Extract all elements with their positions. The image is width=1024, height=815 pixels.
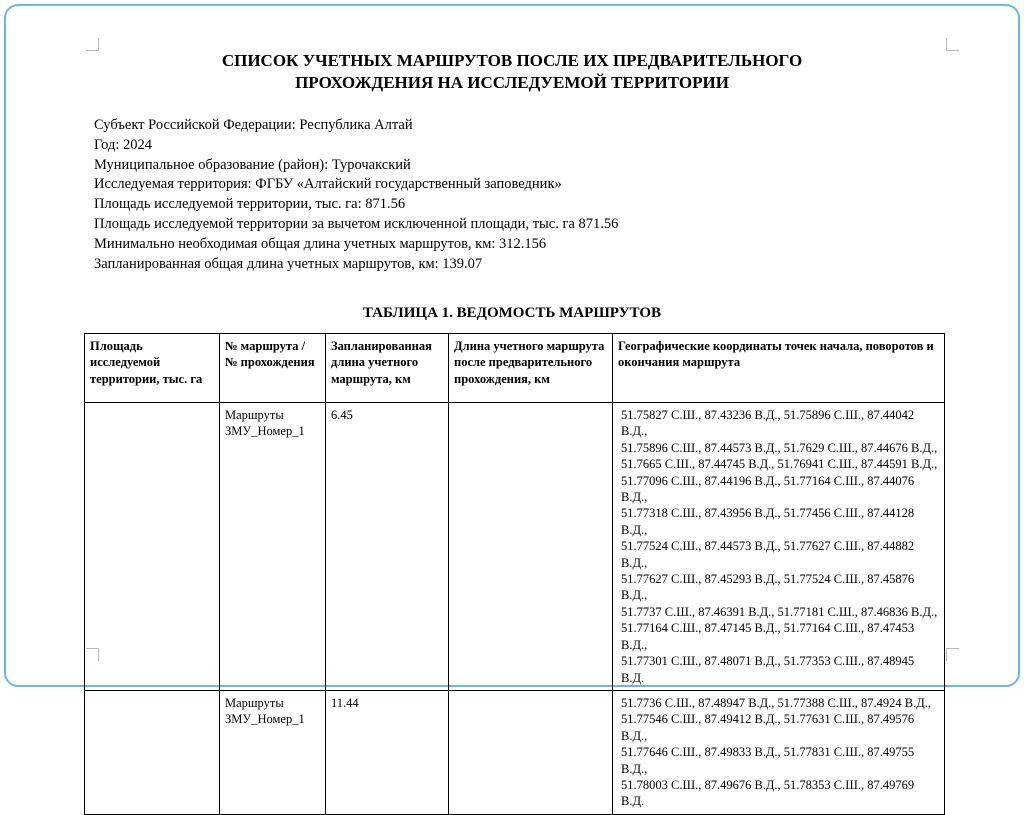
table-row [85,403,945,691]
cell-route: Маршруты ЗМУ_Номер_1 [220,690,326,814]
header-planned-length: Запланированная длина учетного маршрута, км [326,334,449,403]
header-route: № маршрута / № прохождения [220,334,326,403]
info-municipality: Муниципальное образование (район): Турочакский [94,156,411,173]
coord-line: 51.77627 С.Ш., 87.45293 В.Д., 51.77524 С.Ш., 87.45876 В.Д., [621,572,915,603]
info-territory: Исследуемая территория: ФГБУ «Алтайский государственный заповедник» [94,176,562,193]
info-area: Площадь исследуемой территории, тыс. га: 871.56 [94,196,406,213]
coord-line: 51.7665 С.Ш., 87.44745 В.Д., 51.76941 С.Ш., 87.44591 В.Д., [621,457,938,472]
table-title: ТАБЛИЦА 1. ВЕДОМОСТЬ МАРШРУТОВ [362,305,662,321]
coord-line: 51.77096 С.Ш., 87.44196 В.Д., 51.77164 С.Ш., 87.44076 В.Д., [621,473,915,505]
info-year: Год: 2024 [94,136,152,153]
crop-mark-bottom-right [946,648,959,661]
coord-line: 51.75896 С.Ш., 87.44573 В.Д., 51.7629 С.Ш., 87.44676 В.Д., [621,440,938,455]
info-subject: Субъект Российской Федерации: Республика Алтай [94,117,413,133]
cell-route: Маршруты ЗМУ_Номер_1 [220,403,326,691]
cell-area [85,690,220,814]
cell-planned-length: 11.44 [326,690,449,814]
coord-line: 51.77546 С.Ш., 87.49412 В.Д., 51.77631 С.Ш., 87.49576 В.Д., [621,712,915,743]
cell-coordinates [613,403,945,691]
info-block [94,116,618,274]
coord-line: 51.77318 С.Ш., 87.43956 В.Д., 51.77456 С.Ш., 87.44128 В.Д., [621,506,915,537]
coord-line: 51.7736 С.Ш., 87.48947 В.Д., 51.77388 С.Ш., 87.4924 В.Д., [621,695,931,710]
coord-line: 51.78003 С.Ш., 87.49676 В.Д., 51.78353 С.Ш., 87.49769 В.Д. [621,777,915,809]
table-row [85,690,945,814]
info-planned-length: Запланированная общая длина учетных маршрутов, км: 139.07 [94,255,483,272]
coord-line: 51.7737 С.Ш., 87.46391 В.Д., 51.77181 С.Ш., 87.46836 В.Д., [621,604,938,619]
coord-line: 51.77524 С.Ш., 87.44573 В.Д., 51.77627 С.Ш., 87.44882 В.Д., [621,539,915,570]
coord-line: 51.77164 С.Ш., 87.47145 В.Д., 51.77164 С.Ш., 87.47453 В.Д., [621,621,915,652]
table-header-row [85,334,945,403]
title-line-1: СПИСОК УЧЕТНЫХ МАРШРУТОВ ПОСЛЕ ИХ ПРЕДВАРИТЕЛЬНОГО [221,51,803,70]
routes-table [84,333,945,815]
document-title [6,50,1018,94]
coord-line: 51.77301 С.Ш., 87.48071 В.Д., 51.77353 С.Ш., 87.48945 В.Д. [621,654,915,685]
document-page [4,4,1020,809]
cell-actual-length [449,690,613,814]
info-min-length: Минимально необходимая общая длина учетных маршрутов, км: 312.156 [94,235,547,252]
coord-line: 51.77646 С.Ш., 87.49833 В.Д., 51.77831 С.Ш., 87.49755 В.Д., [621,745,915,776]
title-line-2: ПРОХОЖДЕНИЯ НА ИССЛЕДУЕМОЙ ТЕРРИТОРИИ [295,73,729,92]
header-area: Площадь исследуемой территории, тыс. га [85,334,220,403]
coord-line: 51.75827 С.Ш., 87.43236 В.Д., 51.75896 С.Ш., 87.44042 В.Д., [621,408,915,439]
cell-area [85,403,220,691]
cell-coordinates [613,690,945,814]
info-area-net: Площадь исследуемой территории за вычетом исключенной площади, тыс. га 871.56 [94,215,619,232]
header-coordinates: Географические координаты точек начала, поворотов и окончания маршрута [613,334,945,403]
cell-planned-length: 6.45 [326,403,449,691]
cell-actual-length [449,403,613,691]
header-actual-length: Длина учетного маршрута после предварительного прохождения, км [449,334,613,403]
